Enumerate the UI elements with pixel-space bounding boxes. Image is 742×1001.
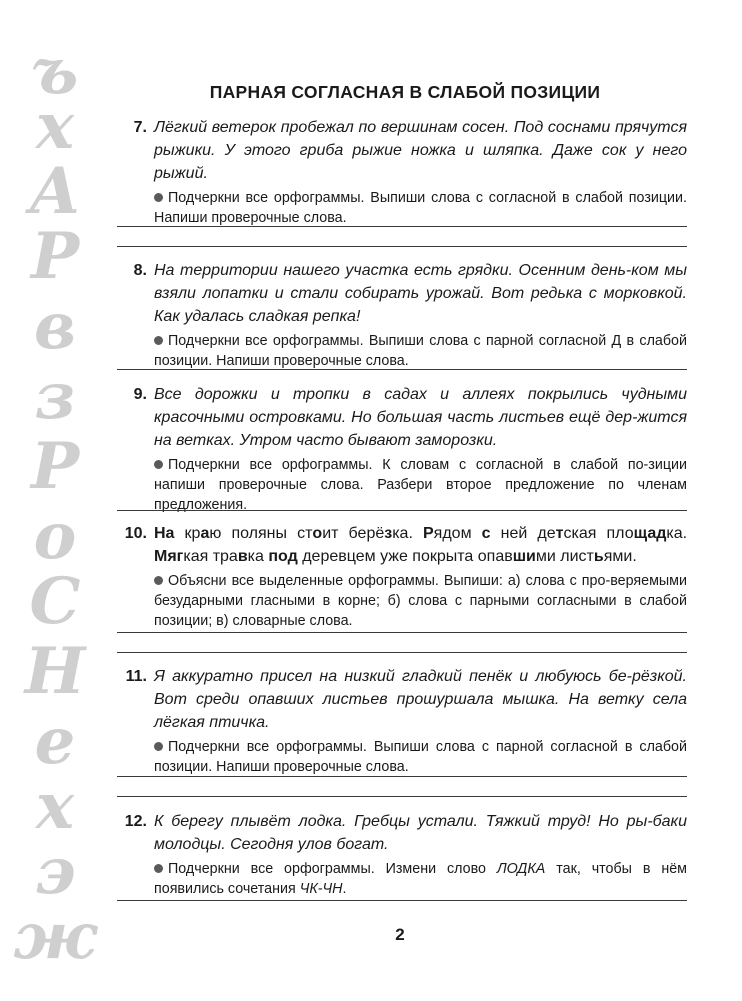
text-segment: ка. xyxy=(666,525,688,542)
task-segment: ЧК-ЧН xyxy=(299,881,343,897)
task-segment: ЛОДКА xyxy=(496,861,546,877)
text-segment: я xyxy=(167,548,177,565)
exercise-number: 9. xyxy=(133,386,147,403)
exercise-number: 7. xyxy=(133,119,147,136)
task-segment: так, чтобы в нём появились сочетания xyxy=(154,861,688,897)
text-segment: На xyxy=(154,525,175,542)
text-segment: ь xyxy=(593,548,604,565)
text-segment: г xyxy=(176,548,184,565)
exercise-number: 10. xyxy=(124,525,147,542)
text-segment: о xyxy=(312,525,323,542)
page-title: ПАРНАЯ СОГЛАСНАЯ В СЛАБОЙ ПОЗИЦИИ xyxy=(209,82,601,102)
decorative-letter: ж xyxy=(13,899,97,974)
decorative-letter: Р xyxy=(30,429,80,504)
text-segment: ю поляны ст xyxy=(209,525,313,542)
exercise-text: На территории нашего участка есть грядки. Осенним день-ком мы взяли лопатки и стали собирать урожай. Вот редька с морковкой. Как удалась сладкая репка! xyxy=(154,262,687,325)
text-segment: д xyxy=(656,525,667,542)
text-segment: деревцем уже покрыта опав xyxy=(297,548,513,565)
text-segment: а xyxy=(200,525,210,542)
page-number: 2 xyxy=(395,925,405,944)
exercise-11 xyxy=(117,665,687,777)
exercise-text: Все дорожки и тропки в садах и аллеях покрылись чудными красочными островками. Но большая часть листьев ещё дер-жится на ветках. Утром часто бывают заморозки. xyxy=(154,386,687,449)
decorative-letter: х xyxy=(35,89,75,164)
exercise-task xyxy=(154,331,687,371)
text-segment: ка. xyxy=(392,525,423,542)
exercise-8 xyxy=(117,259,687,371)
decorative-letter: С xyxy=(29,564,81,639)
answer-line xyxy=(117,510,687,511)
exercise-task xyxy=(154,455,687,515)
task-segment: Подчеркни все орфограммы. Измени слово xyxy=(168,861,497,877)
text-segment: ка xyxy=(247,548,269,565)
bullet-icon xyxy=(154,336,163,345)
exercise-task xyxy=(154,571,687,631)
text-segment: под xyxy=(268,548,298,565)
exercise-task xyxy=(154,859,687,899)
exercise-task xyxy=(154,737,687,777)
text-segment: щ xyxy=(633,525,648,542)
exercise-number: 11. xyxy=(125,668,147,685)
text-segment: Р xyxy=(423,525,434,542)
text-segment: в xyxy=(237,548,248,565)
bullet-icon xyxy=(154,576,163,585)
exercise-text: К берегу плывёт лодка. Гребцы устали. Тяжкий труд! Но ры-баки молодцы. Сегодня улов богат. xyxy=(154,813,687,853)
exercise-text xyxy=(154,522,687,568)
text-segment: ми лист xyxy=(535,548,594,565)
decorative-letter: ъ xyxy=(31,34,79,109)
answer-line xyxy=(117,796,687,797)
decorative-letter: з xyxy=(34,359,76,434)
task-text: Подчеркни все орфограммы. К словам с согласной в слабой по-зиции напиши проверочные слова. Разбери второе предложение по членам предложения. xyxy=(154,457,687,513)
task-text: Подчеркни все орфограммы. Выпиши слова с согласной в слабой позиции. Напиши проверочные слова. xyxy=(154,190,687,226)
text-segment: з xyxy=(384,525,393,542)
decorative-letter: о xyxy=(33,499,77,574)
text-segment: а xyxy=(647,525,657,542)
bullet-icon xyxy=(154,460,163,469)
exercise-task xyxy=(154,188,687,228)
decorative-letter: Н xyxy=(24,634,86,709)
answer-line xyxy=(117,226,687,227)
text-segment: с xyxy=(481,525,491,542)
decorative-letter: х xyxy=(35,769,75,844)
decorative-letter: э xyxy=(34,834,76,909)
answer-line xyxy=(117,900,687,901)
exercise-text: Я аккуратно присел на низкий гладкий пенёк и любуюсь бе-рёзкой. Вот среди опавших листьев прошуршала мышка. На ветку села лёгкая птичка. xyxy=(154,668,687,731)
exercise-number: 8. xyxy=(133,262,147,279)
text-segment: ши xyxy=(512,548,536,565)
text-segment: т xyxy=(555,525,564,542)
text-segment: кая тра xyxy=(183,548,238,565)
decorative-letter: в xyxy=(33,289,77,364)
answer-line xyxy=(117,776,687,777)
exercise-10 xyxy=(117,522,687,631)
text-segment: ит берё xyxy=(322,525,385,542)
text-segment: ями. xyxy=(603,548,637,565)
task-text: Подчеркни все орфограммы. Выпиши слова с парной согласной Д в слабой позиции. Напиши проверочные слова. xyxy=(154,333,687,369)
exercise-text: Лёгкий ветерок пробежал по вершинам сосен. Под соснами прячутся рыжики. У этого гриба рыжие ножка и шляпка. Даже сок у него рыжий. xyxy=(154,119,687,182)
answer-line xyxy=(117,369,687,370)
decorative-letter: А xyxy=(28,154,82,229)
text-segment: кр xyxy=(174,525,201,542)
task-text: Объясни все выделенные орфограммы. Выпиши: а) слова с про-веряемыми безударными гласными в корне; б) слова с парными согласными в слабой позиции; в) словарные слова. xyxy=(154,573,687,629)
exercise-12 xyxy=(117,810,687,899)
answer-line xyxy=(117,632,687,633)
bullet-icon xyxy=(154,864,163,873)
exercise-7 xyxy=(117,116,687,228)
decorative-letter: е xyxy=(34,704,76,779)
exercise-number: 12. xyxy=(124,813,147,830)
text-segment: ней де xyxy=(490,525,556,542)
text-segment: ядом xyxy=(433,525,482,542)
exercise-9 xyxy=(117,383,687,515)
answer-line xyxy=(117,652,687,653)
task-text: Подчеркни все орфограммы. Выпиши слова с парной согласной в слабой позиции. Напиши проверочные слова. xyxy=(154,739,687,775)
task-segment: . xyxy=(342,881,347,897)
decorative-letter: Р xyxy=(30,219,80,294)
answer-line xyxy=(117,246,687,247)
bullet-icon xyxy=(154,742,163,751)
text-segment: М xyxy=(154,548,168,565)
text-segment: ская пло xyxy=(563,525,634,542)
decorative-alphabet-column xyxy=(0,0,110,1001)
bullet-icon xyxy=(154,193,163,202)
